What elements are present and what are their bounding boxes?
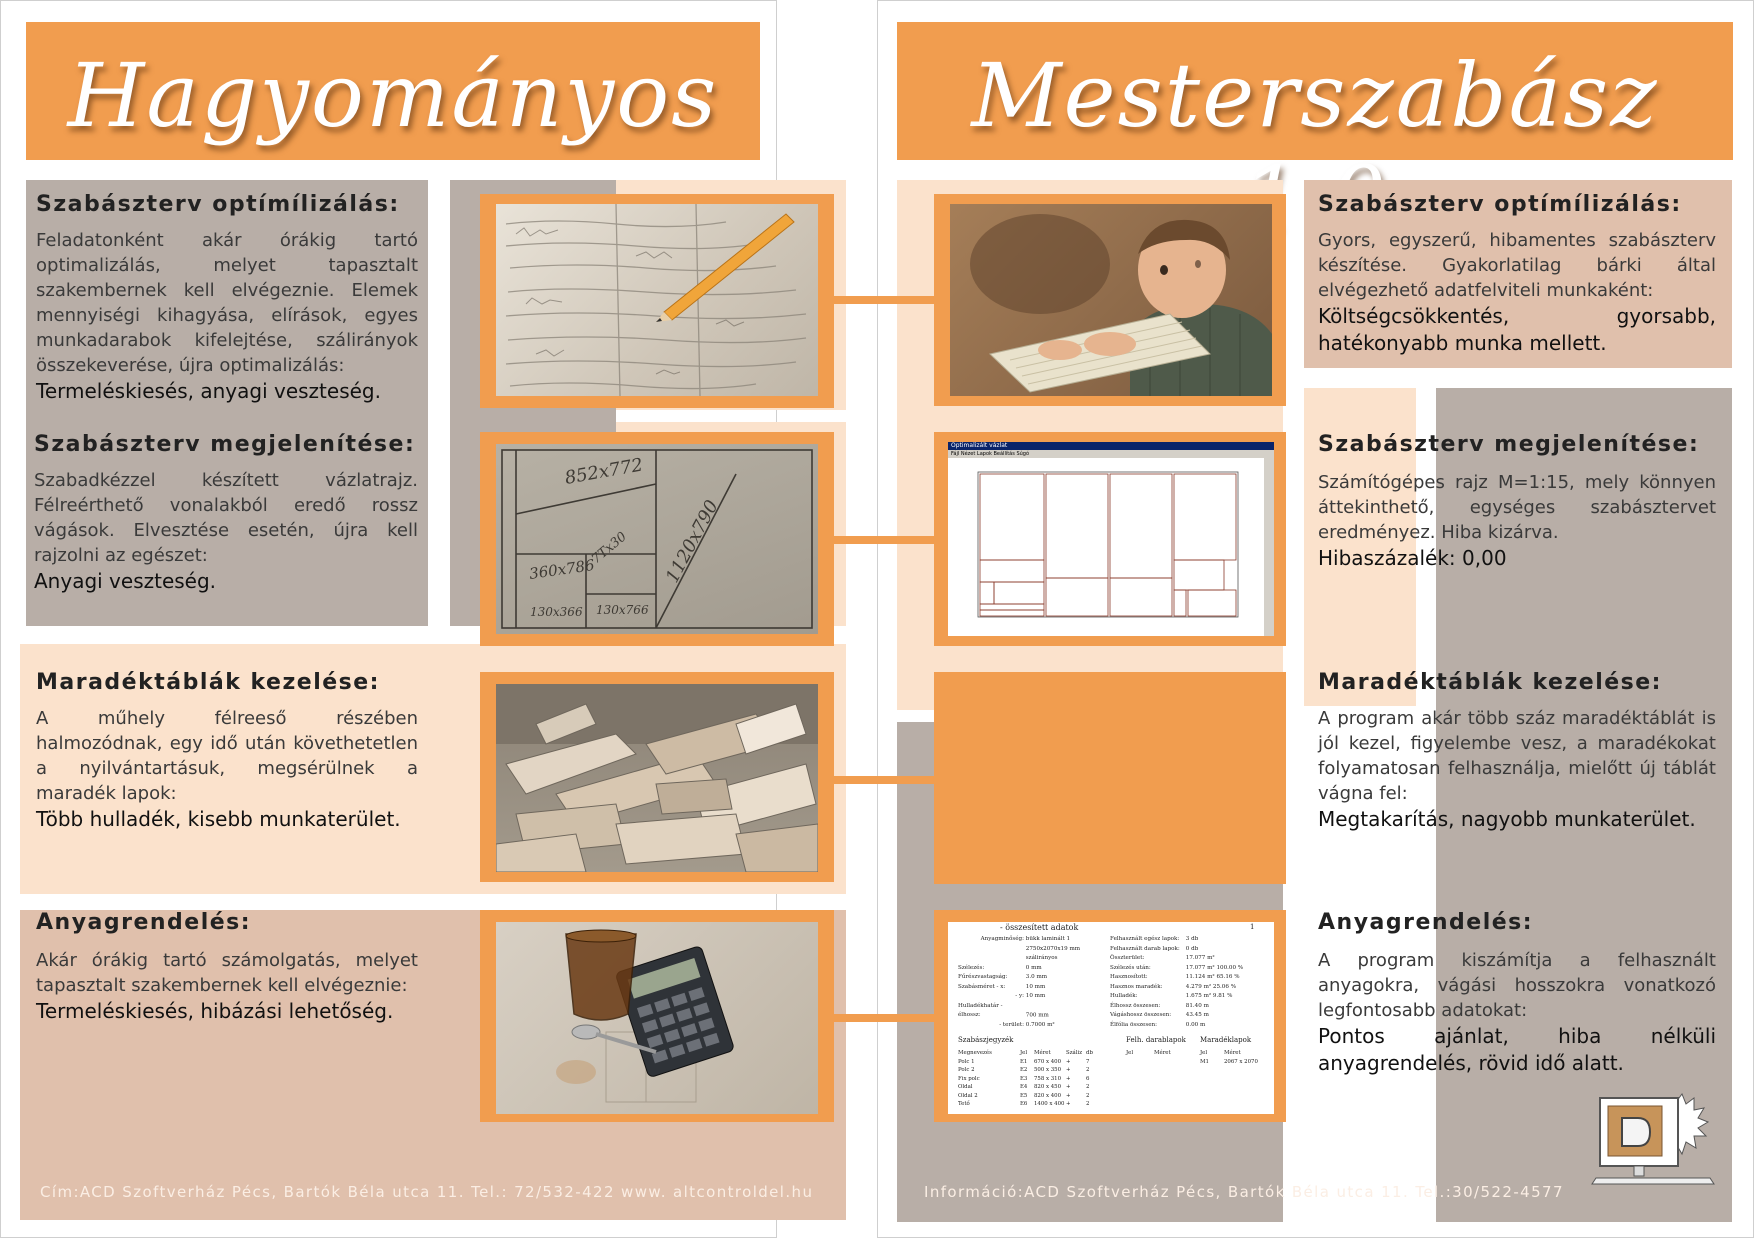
report-right-row: Szélezés után: 17.077 m² 100.00 % (1110, 964, 1244, 971)
report-table-heading: Szabászjegyzék (958, 1036, 1014, 1044)
report-right-row: Felhasznált darab lapok: 0 db (1110, 945, 1199, 952)
right-footer: Információ:ACD Szoftverház Pécs, Bartók Béla utca 11. Tel.:30/522-4577 (924, 1183, 1564, 1201)
report-col3 (1200, 1049, 1258, 1066)
left-conclusion-ordering: Termeléskiesés, hibázási lehetőség. (36, 999, 394, 1023)
sketch-label-2: 360x786 (528, 555, 596, 583)
left-conclusion-optimization: Termeléskiesés, anyagi veszteség. (36, 379, 381, 403)
cutting-layout-drawing (948, 458, 1274, 636)
glass-calculator-photo (496, 922, 818, 1114)
report-table-row: Oldal 2 E5 820 x 400 + 2 (958, 1092, 1090, 1099)
right-heading-optimization: Szabászterv optímílizálás: (1318, 192, 1682, 217)
left-heading-ordering: Anyagrendelés: (36, 910, 252, 935)
left-title: Hagyományos (67, 44, 719, 147)
sketch-label-3: 7Tx30 (588, 529, 630, 568)
right-conclusion-ordering: Pontos ajánlat, hiba nélküli anyagrendelés, rövid idő alatt. (1318, 1024, 1716, 1075)
left-desc-ordering: Akár órákig tartó számolgatás, melyet tapasztalt szakembernek kell elvégeznie: (36, 950, 418, 996)
freehand-sketch-drawing (496, 444, 818, 634)
right-conclusion-display: Hibaszázalék: 0,00 (1318, 546, 1507, 570)
right-heading-leftovers: Maradéktáblák kezelése: (1318, 670, 1662, 695)
screenshot-window-title: Optimalizált vázlat (951, 442, 1008, 449)
screenshot-menu: Fájl Nézet Lapok Beállítás Súgó (951, 451, 1030, 457)
report-title: - összesített adatok (1000, 923, 1079, 932)
right-heading-display: Szabászterv megjelenítése: (1318, 432, 1700, 457)
report-left-row: Szabásméret - x: 10 mm (958, 983, 1046, 990)
company-logo (1586, 1092, 1716, 1192)
report-right-row: Hasznos maradék: 4.279 m² 25.06 % (1110, 983, 1237, 990)
freehand-sketch-photo (496, 444, 818, 634)
report-left-rows (958, 935, 1108, 1030)
left-desc-display: Szabadkézzel készített vázlatrajz. Félreérthető vonalakból eredő rossz vágások. Elvesztése esetén, újra kell rajzolni az egészet: (34, 470, 418, 566)
right-text-ordering (1318, 948, 1716, 1077)
report-col2: Jel Méret (1126, 1050, 1171, 1056)
left-conclusion-leftovers: Több hulladék, kisebb munkaterület. (36, 807, 401, 831)
report-col3-row: M1 2067 x 2070 (1200, 1058, 1258, 1065)
sketch-label-6: 130x766 (596, 603, 649, 617)
left-text-ordering (36, 948, 418, 1025)
connector-1 (830, 296, 940, 304)
left-heading-leftovers: Maradéktáblák kezelése: (36, 670, 380, 695)
report-right-row: Élhossz összesen: 81.40 m (1110, 1002, 1209, 1009)
glass-calculator-drawing (496, 922, 818, 1114)
report-left-row: Hulladékhatár - élhossz: 700 mm (958, 1002, 1049, 1018)
connector-3 (830, 776, 940, 784)
summary-report (948, 922, 1274, 1114)
report-left-row: Szélezés: 0 mm (958, 964, 1042, 971)
report-page-number: 1 (1250, 923, 1255, 931)
monitor-saw-logo-icon (1586, 1092, 1716, 1192)
report-right-rows (1110, 935, 1270, 1030)
report-right-row: Hulladék: 1.675 m² 9.81 % (1110, 993, 1233, 999)
right-title-banner (897, 22, 1733, 160)
left-desc-leftovers: A műhely félreeső részében halmozódnak, egy idő után követhetetlen a nyilvántartásuk, megsérülnek a maradék lapok: (36, 708, 418, 804)
report-col3-header: Jel Méret (1200, 1050, 1241, 1056)
right-text-optimization (1318, 228, 1716, 357)
sketch-label-4: 1120x790 (661, 496, 723, 587)
right-heading-ordering: Anyagrendelés: (1318, 910, 1534, 935)
sketch-label-1: 852x772 (563, 454, 645, 489)
report-left-row: 2750x2070x19 mm (1025, 945, 1081, 952)
right-desc-display: Számítógépes rajz M=1:15, mely könnyen áttekinthető, egységes szabásztervet eredményez. Hiba kizárva. (1318, 472, 1716, 543)
report-table-row: Oldal E4 820 x 450 + 2 (958, 1084, 1090, 1090)
left-heading-optimization: Szabászterv optímílizálás: (36, 192, 400, 217)
left-text-leftovers (36, 706, 418, 833)
left-text-display (34, 468, 418, 595)
left-title-banner (26, 22, 760, 160)
right-desc-leftovers: A program akár több száz maradéktáblát is jól kezel, figyelembe vesz, a maradékokat folyamatosan felhasználja, mielőtt új táblát vágna fel: (1318, 708, 1716, 804)
report-left-row: - terület: 0.7000 m² (999, 1021, 1055, 1028)
report-left-row: szálirányos (1025, 955, 1058, 961)
left-text-optimization (36, 228, 418, 405)
orange-block (934, 672, 1286, 884)
screenshot-titlebar (948, 442, 1274, 450)
report-right-row: Hasznosított: 11.124 m² 65.16 % (1110, 974, 1240, 980)
leftover-boards-photo (496, 684, 818, 872)
report-table-row: Fix polc E3 758 x 310 + 6 (958, 1075, 1090, 1082)
report-left-row: Fűrészvastagság: 3.0 mm (958, 974, 1048, 980)
right-conclusion-optimization: Költségcsökkentés, gyorsabb, hatékonyabb munka mellett. (1318, 304, 1716, 355)
connector-2 (830, 536, 940, 544)
report-right-row: Felhasznált egész lapok: 3 db (1110, 936, 1199, 942)
right-desc-ordering: A program kiszámítja a felhasznált anyagokra, vágási hosszokra vonatkozó legfontosabb adatokat: (1318, 950, 1716, 1021)
sketch-label-5: 130x366 (530, 605, 583, 619)
report-right-row: Összterület: 17.077 m² (1110, 955, 1215, 961)
report-left-row: - y: 10 mm (1015, 993, 1046, 999)
child-keyboard-photo (950, 204, 1272, 396)
report-table-row: Tető E6 1400 x 400 + 2 (958, 1101, 1090, 1107)
right-text-leftovers (1318, 706, 1716, 833)
right-title: Mesterszabász (971, 44, 1659, 147)
report-table-row: Polc 1 E1 670 x 400 + 7 (958, 1058, 1090, 1065)
handwritten-list-photo (496, 204, 818, 396)
report-right-row: Élfólia összesen: 0.00 m (1110, 1021, 1206, 1028)
report-table (958, 1049, 1108, 1109)
screenshot-menubar (948, 450, 1274, 458)
report-col2-heading: Felh. darablapok (1126, 1036, 1186, 1044)
right-text-display (1318, 470, 1716, 572)
report-col3-heading: Maradéklapok (1200, 1036, 1252, 1044)
connector-4 (830, 1014, 940, 1022)
report-left-row: Anyagminőség: bükk laminált 1 (980, 936, 1071, 942)
left-footer: Cím:ACD Szoftverház Pécs, Bartók Béla utca 11. Tel.: 72/532-422 www. altcontroldel.hu (40, 1183, 814, 1201)
right-conclusion-leftovers: Megtakarítás, nagyobb munkaterület. (1318, 807, 1696, 831)
right-desc-optimization: Gyors, egyszerű, hibamentes szabászterv készítése. Gyakorlatilag bárki által elvégezhető adatfelviteli munkaként: (1318, 230, 1716, 301)
report-table-row: Polc 2 E2 500 x 350 + 2 (958, 1067, 1090, 1073)
report-right-row: Vágáshossz összesen: 43.45 m (1110, 1012, 1209, 1018)
left-heading-display: Szabászterv megjelenítése: (34, 432, 416, 457)
child-keyboard-drawing (950, 204, 1272, 396)
leftover-boards-drawing (496, 684, 818, 872)
software-screenshot (948, 442, 1274, 636)
left-desc-optimization: Feladatonként akár órákig tartó optimalizálás, melyet tapasztalt szakembernek kell elvégeznie. Elemek mennyiségi kihagyása, elírások, egyes munkadarabok kifelejtése, szálirányok összekeverése, újra optimalizálás: (36, 230, 418, 376)
left-conclusion-display: Anyagi veszteség. (34, 569, 217, 593)
handwritten-list-drawing (496, 204, 818, 396)
report-table-header: Megnevezés Jel Méret Száliz db (958, 1050, 1093, 1056)
